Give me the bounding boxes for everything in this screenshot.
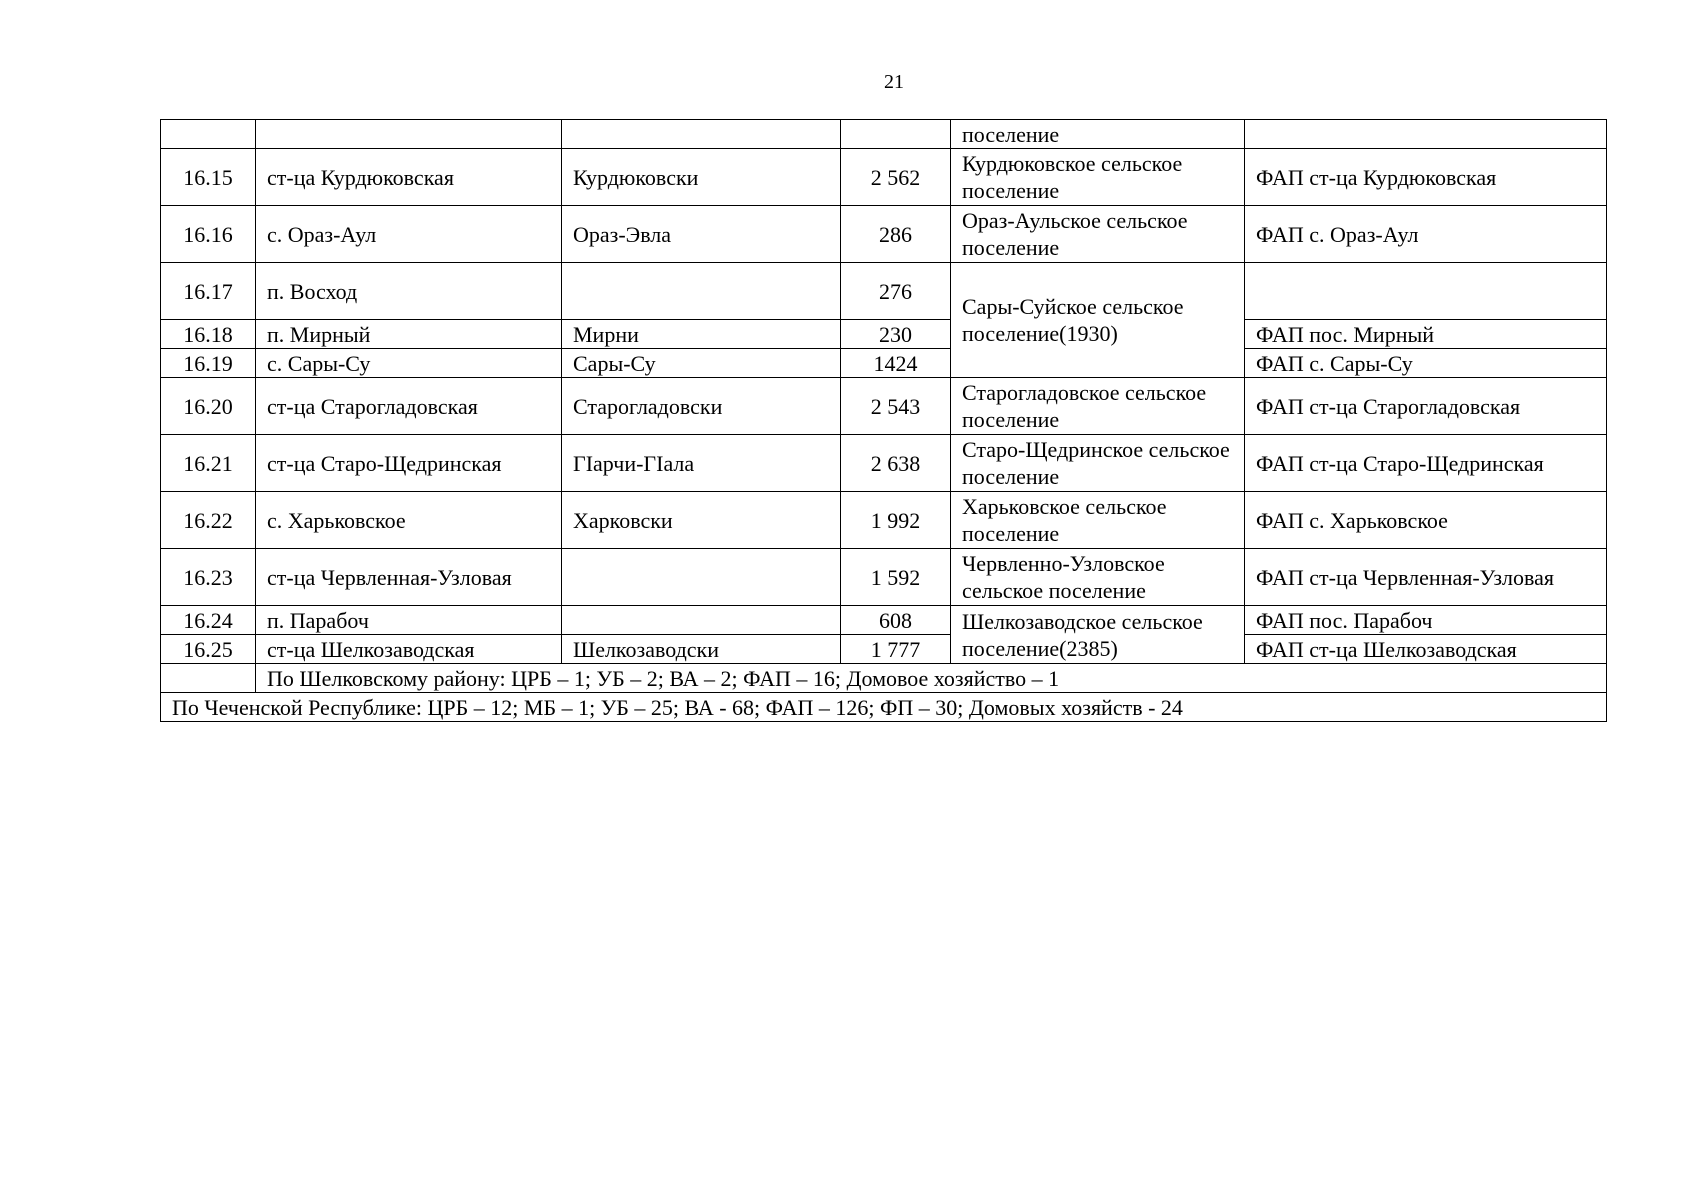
cell-fap: ФАП ст-ца Старогладовская (1245, 378, 1607, 435)
cell-population: 2 543 (841, 378, 951, 435)
cell-population: 1 992 (841, 492, 951, 549)
cell-name: с. Сары-Су (256, 349, 562, 378)
table-row (161, 606, 1607, 635)
cell-name: п. Парабоч (256, 606, 562, 635)
table-row-continuation (161, 120, 1607, 149)
cell-name (256, 120, 562, 149)
cell-num: 16.23 (161, 549, 256, 606)
cell-num: 16.24 (161, 606, 256, 635)
cell-settlement: Сары-Суйское сельское поселение(1930) (951, 263, 1245, 378)
cell-fap: ФАП с. Харьковское (1245, 492, 1607, 549)
cell-settlement: Старогладовское сельское поселение (951, 378, 1245, 435)
cell-fap: ФАП ст-ца Старо-Щедринская (1245, 435, 1607, 492)
cell-fap: ФАП ст-ца Шелкозаводская (1245, 635, 1607, 664)
cell-chechen (562, 120, 841, 149)
table-row (161, 263, 1607, 320)
cell-population: 2 638 (841, 435, 951, 492)
cell-num: 16.17 (161, 263, 256, 320)
cell-fap: ФАП с. Ораз-Аул (1245, 206, 1607, 263)
cell-chechen: Старогладовски (562, 378, 841, 435)
cell-num (161, 120, 256, 149)
cell-chechen (562, 263, 841, 320)
cell-num: 16.22 (161, 492, 256, 549)
cell-fap: ФАП с. Сары-Су (1245, 349, 1607, 378)
cell-population: 608 (841, 606, 951, 635)
cell-settlement: Курдюковское сельское поселение (951, 149, 1245, 206)
cell-num (161, 664, 256, 693)
cell-population: 276 (841, 263, 951, 320)
cell-fap (1245, 263, 1607, 320)
cell-population: 230 (841, 320, 951, 349)
cell-settlement: Старо-Щедринское сельское поселение (951, 435, 1245, 492)
table-row (161, 206, 1607, 263)
cell-name: п. Восход (256, 263, 562, 320)
cell-name: ст-ца Курдюковская (256, 149, 562, 206)
cell-num: 16.15 (161, 149, 256, 206)
cell-num: 16.16 (161, 206, 256, 263)
cell-settlement: Червленно-Узловское сельское поселение (951, 549, 1245, 606)
district-total-row (161, 664, 1607, 693)
cell-population: 286 (841, 206, 951, 263)
table-row (161, 378, 1607, 435)
republic-total-row (161, 693, 1607, 722)
cell-chechen: Ораз-Эвла (562, 206, 841, 263)
cell-name: п. Мирный (256, 320, 562, 349)
cell-chechen (562, 606, 841, 635)
cell-fap: ФАП ст-ца Курдюковская (1245, 149, 1607, 206)
table-row (161, 349, 1607, 378)
cell-fap: ФАП ст-ца Червленная-Узловая (1245, 549, 1607, 606)
cell-num: 16.21 (161, 435, 256, 492)
cell-name: с. Ораз-Аул (256, 206, 562, 263)
table-row (161, 635, 1607, 664)
cell-settlement: Ораз-Аульское сельское поселение (951, 206, 1245, 263)
cell-chechen: Сары-Су (562, 349, 841, 378)
table-row (161, 320, 1607, 349)
cell-num: 16.19 (161, 349, 256, 378)
republic-total: По Чеченской Республике: ЦРБ – 12; МБ – 1; УБ – 25; ВА - 68; ФАП – 126; ФП – 30; Домовых хозяйств - 24 (161, 693, 1607, 722)
district-total: По Шелковскому району: ЦРБ – 1; УБ – 2; ВА – 2; ФАП – 16; Домовое хозяйство – 1 (256, 664, 1607, 693)
cell-name: ст-ца Червленная-Узловая (256, 549, 562, 606)
page-number: 21 (884, 71, 904, 93)
cell-chechen: Мирни (562, 320, 841, 349)
cell-settlement: поселение (951, 120, 1245, 149)
cell-chechen: Харковски (562, 492, 841, 549)
table-row (161, 492, 1607, 549)
cell-population: 1 592 (841, 549, 951, 606)
table-row (161, 149, 1607, 206)
cell-name: ст-ца Старогладовская (256, 378, 562, 435)
cell-fap (1245, 120, 1607, 149)
cell-chechen (562, 549, 841, 606)
cell-chechen: Шелкозаводски (562, 635, 841, 664)
cell-population: 1424 (841, 349, 951, 378)
cell-settlement: Харьковское сельское поселение (951, 492, 1245, 549)
cell-name: с. Харьковское (256, 492, 562, 549)
cell-name: ст-ца Шелкозаводская (256, 635, 562, 664)
cell-settlement: Шелкозаводское сельское поселение(2385) (951, 606, 1245, 664)
cell-fap: ФАП пос. Парабоч (1245, 606, 1607, 635)
cell-chechen: ГIарчи-ГIала (562, 435, 841, 492)
cell-chechen: Курдюковски (562, 149, 841, 206)
cell-num: 16.20 (161, 378, 256, 435)
settlements-table (160, 119, 1607, 722)
cell-fap: ФАП пос. Мирный (1245, 320, 1607, 349)
cell-name: ст-ца Старо-Щедринская (256, 435, 562, 492)
cell-num: 16.18 (161, 320, 256, 349)
cell-population (841, 120, 951, 149)
cell-num: 16.25 (161, 635, 256, 664)
table-row (161, 549, 1607, 606)
cell-population: 1 777 (841, 635, 951, 664)
table-row (161, 435, 1607, 492)
cell-population: 2 562 (841, 149, 951, 206)
